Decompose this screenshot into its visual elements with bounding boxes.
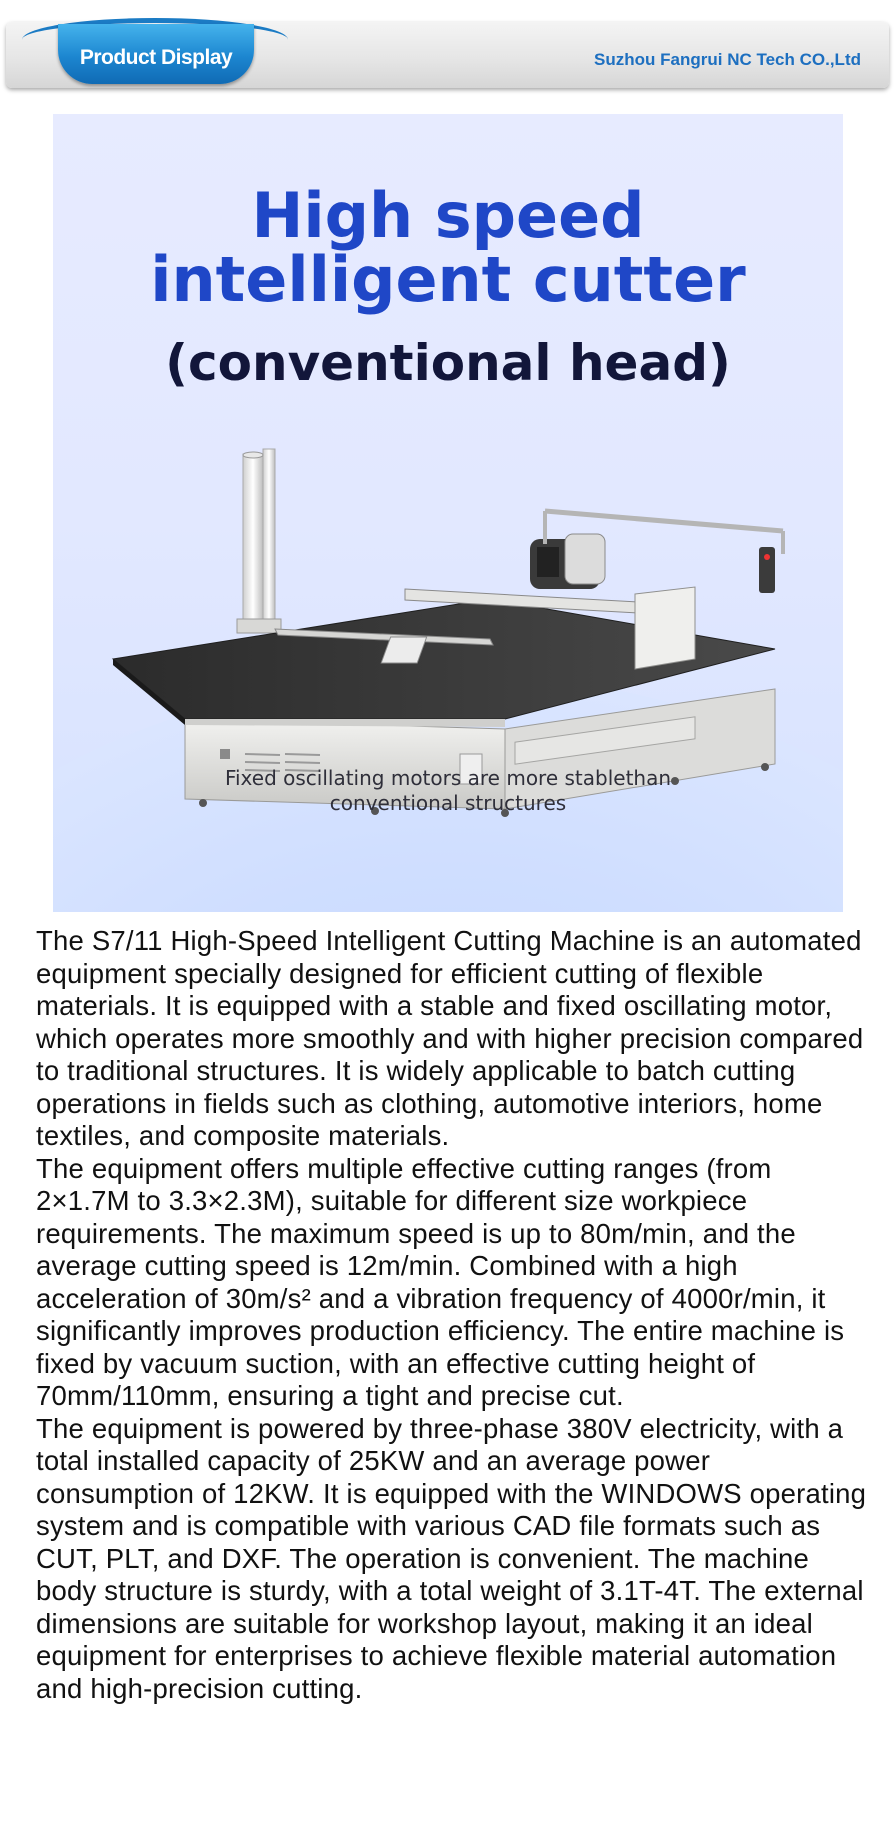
product-description: [36, 925, 872, 1705]
description-paragraph-1: The S7/11 High-Speed Intelligent Cutting Machine is an automated equipment specially designed for efficient cutting of flexible materials. It is equipped with a stable and fixed oscillating motor, which operates more smoothly and with higher precision compared to traditional structures. It is widely applicable to batch cutting operations in fields such as clothing, automotive interiors, home textiles, and composite materials.: [36, 925, 864, 1151]
banner-title-line1: High speed: [251, 179, 645, 252]
company-name: Suzhou Fangrui NC Tech CO.,Ltd: [594, 50, 861, 69]
cutting-head: [530, 534, 605, 589]
description-paragraph-3: The equipment is powered by three-phase 380V electricity, with a total installed capacity of 25KW and an average power consumption of 12KW. It is equipped with the WINDOWS operating system and is compatible with various CAD file formats such as CUT, PLT, and DXF. The operation is convenient. The machine body structure is sturdy, with a total weight of 3.1T-4T. The external dimensions are suitable for workshop layout, making it an ideal equipment for enterprises to achieve flexible material automation and high-precision cutting.: [36, 1412, 867, 1704]
product-banner: [53, 114, 843, 912]
banner-caption-line2: conventional structures: [329, 791, 567, 815]
header-tab-label: Product Display: [79, 46, 233, 69]
material-rolls: [237, 449, 281, 633]
banner-title-line2: intelligent cutter: [150, 243, 746, 316]
banner-subtitle: (conventional head): [165, 334, 731, 392]
banner-caption: [53, 766, 843, 816]
header-tab: [58, 24, 254, 84]
section-header: [6, 18, 889, 90]
banner-title: [53, 179, 843, 316]
description-paragraph-2: The equipment offers multiple effective cutting ranges (from 2×1.7M to 3.3×2.3M), suitable for different size workpiece requirements. The maximum speed is up to 80m/min, and the average cutting speed is 12m/min. Combined with a high acceleration of 30m/s² and a vibration frequency of 4000r/min, it significantly improves production efficiency. The entire machine is fixed by vacuum suction, with an effective cutting height of 70mm/110mm, ensuring a tight and precise cut.: [36, 1152, 845, 1411]
banner-caption-line1: Fixed oscillating motors are more stablethan: [224, 766, 672, 790]
control-panel: [759, 547, 775, 593]
